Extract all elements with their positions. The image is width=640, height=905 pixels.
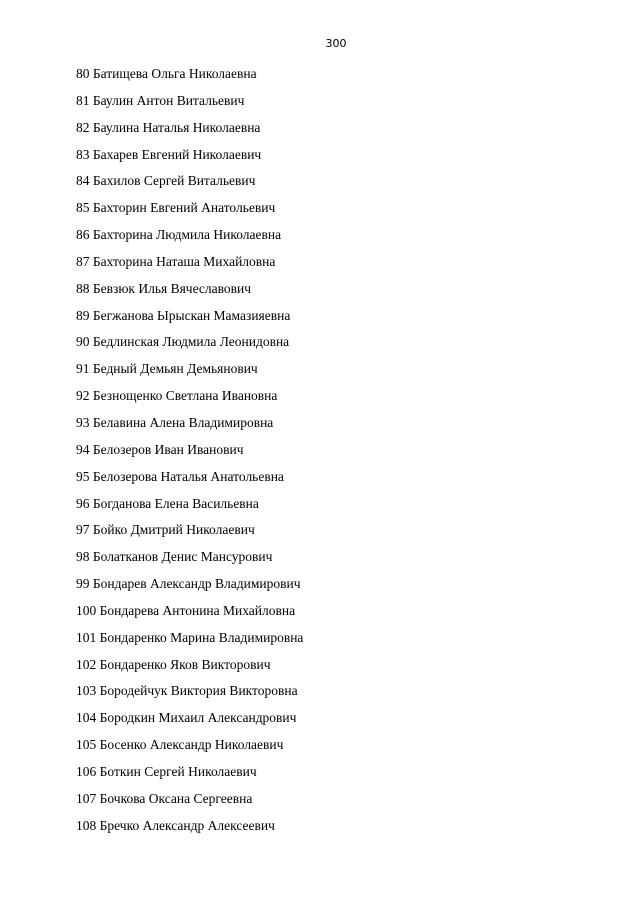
list-item: 96 Богданова Елена Васильевна [76, 495, 259, 511]
list-item: 98 Болатканов Денис Мансурович [76, 549, 273, 565]
list-item: 84 Бахилов Сергей Витальевич [76, 173, 256, 189]
list-item: 80 Батищева Ольга Николаевна [76, 66, 257, 81]
list-item: 90 Бедлинская Людмила Леонидовна [76, 334, 290, 350]
list-item: 105 Босенко Александр Николаевич [76, 737, 284, 753]
list-item: 94 Белозеров Иван Иванович [76, 441, 244, 457]
list-item: 87 Бахторина Наташа Михайловна [76, 253, 276, 269]
list-item: 81 Баулин Антон Витальевич [76, 92, 245, 108]
list-item: 104 Бородкин Михаил Александрович [76, 710, 297, 726]
list-item: 89 Бегжанова Ырыскан Мамазияевна [76, 307, 291, 323]
list-item: 97 Бойко Дмитрий Николаевич [76, 522, 255, 538]
list-item: 107 Бочкова Оксана Сергеевна [76, 790, 253, 806]
list-item: 100 Бондарева Антонина Михайловна [76, 602, 296, 618]
page-number: 300 [325, 37, 347, 50]
list-item: 95 Белозерова Наталья Анатольевна [76, 468, 284, 484]
list-item: 88 Бевзюк Илья Вячеславович [76, 280, 252, 296]
list-item: 82 Баулина Наталья Николаевна [76, 119, 261, 135]
list-item: 85 Бахторин Евгений Анатольевич [76, 200, 276, 216]
name-list [76, 64, 303, 842]
list-item: 106 Боткин Сергей Николаевич [76, 763, 257, 779]
list-item: 108 Бречко Александр Алексеевич [76, 817, 275, 833]
list-item: 86 Бахторина Людмила Николаевна [76, 227, 282, 243]
list-item: 83 Бахарев Евгений Николаевич [76, 146, 262, 162]
list-item: 99 Бондарев Александр Владимирович [76, 576, 301, 592]
list-item: 103 Бородейчук Виктория Викторовна [76, 683, 298, 699]
list-item: 102 Бондаренко Яков Викторович [76, 656, 271, 672]
list-item: 101 Бондаренко Марина Владимировна [76, 629, 304, 645]
list-item: 92 Безнощенко Светлана Ивановна [76, 388, 278, 404]
list-item: 91 Бедный Демьян Демьянович [76, 361, 258, 377]
list-item: 93 Белавина Алена Владимировна [76, 414, 274, 430]
